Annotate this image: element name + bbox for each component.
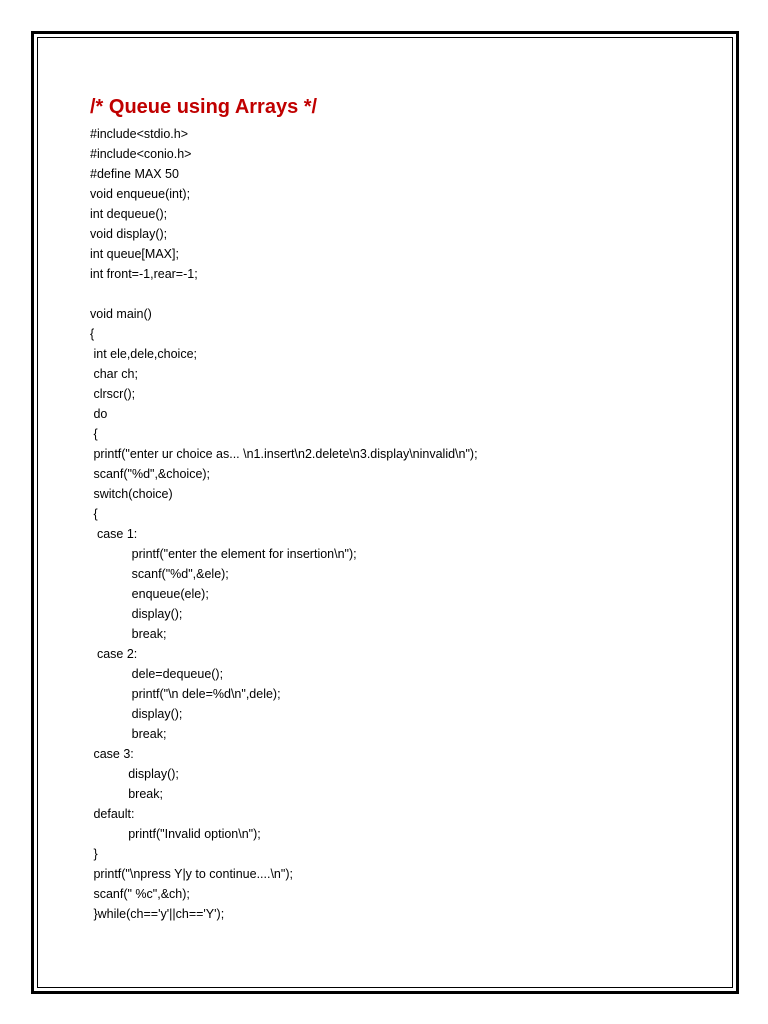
code-line: printf("Invalid option\n"); — [90, 827, 261, 841]
code-line: scanf("%d",&ele); — [90, 567, 229, 581]
code-line: char ch; — [90, 367, 138, 381]
code-line: printf("\n dele=%d\n",dele); — [90, 687, 281, 701]
code-line: display(); — [90, 607, 183, 621]
code-line: scanf(" %c",&ch); — [90, 887, 190, 901]
code-line: scanf("%d",&choice); — [90, 467, 211, 481]
code-line: #include<conio.h> — [90, 147, 192, 161]
code-line: do — [90, 407, 108, 421]
code-line: { — [90, 507, 98, 521]
code-line: switch(choice) — [90, 487, 173, 501]
code-line: void display(); — [90, 227, 168, 241]
code-line: default: — [90, 807, 135, 821]
code-line: break; — [90, 787, 163, 801]
code-line: int queue[MAX]; — [90, 247, 179, 261]
code-line: { — [90, 327, 95, 341]
code-line: int ele,dele,choice; — [90, 347, 198, 361]
document-title: /* Queue using Arrays */ — [90, 96, 318, 118]
code-line: printf("\npress Y|y to continue....\n"); — [90, 867, 293, 881]
code-line: dele=dequeue(); — [90, 667, 224, 681]
code-line: printf("enter ur choice as... \n1.insert\n2.delete\n3.display\ninvalid\n"); — [90, 447, 478, 461]
code-line — [90, 284, 710, 304]
code-line: enqueue(ele); — [90, 587, 209, 601]
code-line: void enqueue(int); — [90, 187, 191, 201]
code-line: #define MAX 50 — [90, 167, 179, 181]
code-line: { — [90, 427, 98, 441]
document-content — [90, 94, 710, 924]
code-line: display(); — [90, 707, 183, 721]
code-line: int front=-1,rear=-1; — [90, 267, 198, 281]
code-line: clrscr(); — [90, 387, 136, 401]
code-line: printf("enter the element for insertion\n"); — [90, 547, 357, 561]
code-line: } — [90, 847, 98, 861]
code-line: case 1: — [90, 527, 138, 541]
code-line: display(); — [90, 767, 179, 781]
code-line: #include<stdio.h> — [90, 127, 188, 141]
code-listing — [90, 124, 710, 924]
code-line: break; — [90, 627, 167, 641]
code-line: void main() — [90, 307, 152, 321]
code-line: break; — [90, 727, 167, 741]
code-line: }while(ch=='y'||ch=='Y'); — [90, 907, 225, 921]
code-line: case 3: — [90, 747, 134, 761]
code-line: case 2: — [90, 647, 138, 661]
code-line: int dequeue(); — [90, 207, 168, 221]
